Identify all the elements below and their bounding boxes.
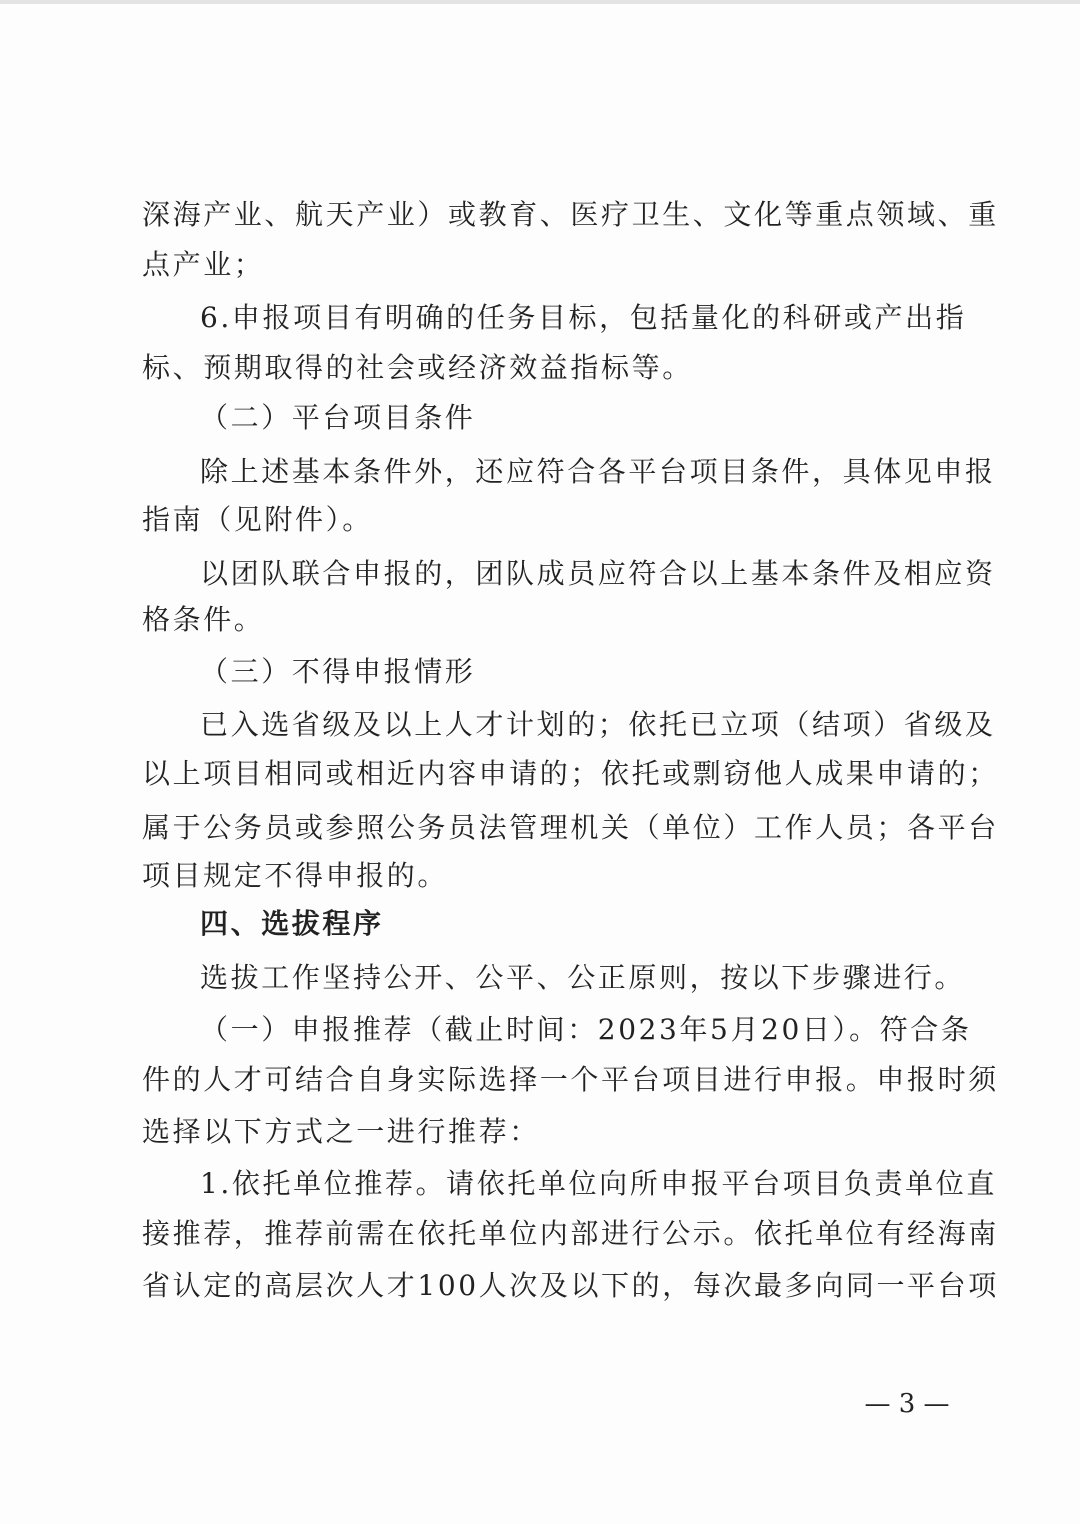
body-line: 标、预期取得的社会或经济效益指标等。 bbox=[142, 351, 693, 384]
body-line: 点产业； bbox=[142, 248, 265, 281]
body-line: 1.依托单位推荐。请依托单位向所申报平台项目负责单位直 bbox=[200, 1167, 997, 1200]
body-line: 选拔工作坚持公开、公平、公正原则，按以下步骤进行。 bbox=[200, 961, 966, 994]
body-line: 已入选省级及以上人才计划的；依托已立项（结项）省级及 bbox=[200, 708, 996, 741]
body-line: 件的人才可结合自身实际选择一个平台项目进行申报。申报时须 bbox=[142, 1063, 999, 1096]
page-number: — 3 — bbox=[864, 1389, 950, 1419]
body-line: 以团队联合申报的，团队成员应符合以上基本条件及相应资 bbox=[200, 557, 996, 590]
section-heading: （二）平台项目条件 bbox=[200, 401, 476, 434]
section-heading: （三）不得申报情形 bbox=[200, 655, 476, 688]
page-top-edge bbox=[0, 0, 1080, 4]
body-line: 除上述基本条件外，还应符合各平台项目条件，具体见申报 bbox=[200, 455, 996, 488]
body-line: 接推荐，推荐前需在依托单位内部进行公示。依托单位有经海南 bbox=[142, 1217, 999, 1250]
body-line: 格条件。 bbox=[142, 603, 265, 636]
body-line: 选择以下方式之一进行推荐： bbox=[142, 1115, 540, 1148]
body-line: 省认定的高层次人才100人次及以下的，每次最多向同一平台项 bbox=[142, 1269, 999, 1302]
body-line: 6.申报项目有明确的任务目标，包括量化的科研或产出指 bbox=[200, 301, 967, 334]
body-line: 深海产业、航天产业）或教育、医疗卫生、文化等重点领域、重 bbox=[142, 198, 999, 231]
body-line: 指南（见附件）。 bbox=[142, 503, 373, 536]
body-line: 属于公务员或参照公务员法管理机关（单位）工作人员；各平台 bbox=[142, 811, 999, 844]
body-line: 项目规定不得申报的。 bbox=[142, 859, 449, 892]
body-line: （一）申报推荐（截止时间：2023年5月20日）。符合条 bbox=[200, 1013, 972, 1046]
body-line: 以上项目相同或相近内容申请的；依托或剽窃他人成果申请的； bbox=[142, 757, 999, 790]
chapter-heading: 四、选拔程序 bbox=[200, 907, 384, 940]
